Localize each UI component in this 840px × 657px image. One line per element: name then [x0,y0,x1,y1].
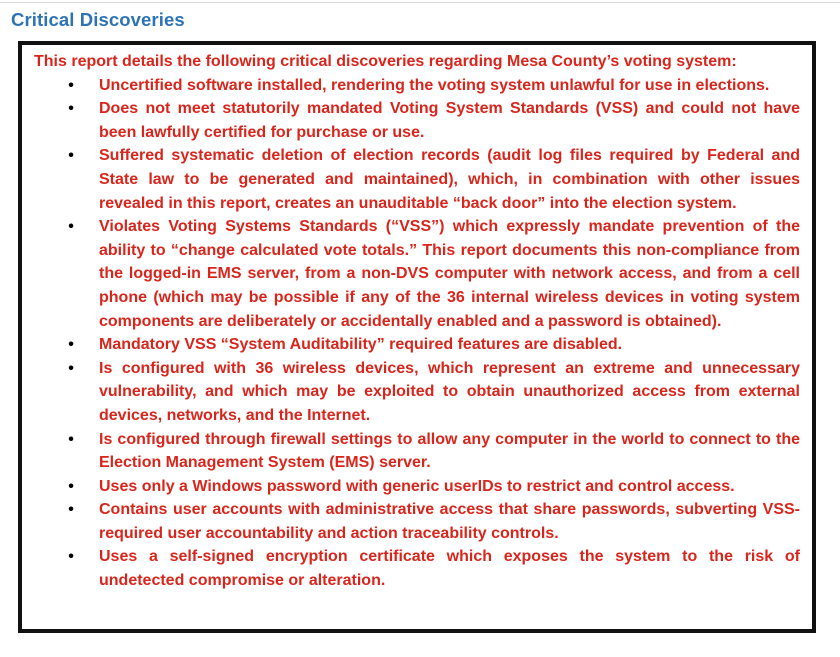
finding-item [68,357,800,428]
finding-item [68,333,800,357]
findings-list [34,74,800,593]
bullet-icon: • [68,100,74,118]
bullet-icon: • [68,76,74,94]
bullet-icon: • [68,359,74,377]
finding-item [68,144,800,215]
bullet-icon: • [68,477,74,495]
finding-item [68,97,800,144]
bullet-icon: • [68,147,74,165]
finding-text: Suffered systematic deletion of election records (audit log files required by Federal and State law to be generated and maintained), which, in combination with other issues revealed in this report, creates an unauditable “back door” into the election system. [99,147,800,212]
finding-text: Is configured through firewall settings to allow any computer in the world to connect to the Election Management System (EMS) server. [99,430,800,472]
finding-item [68,498,800,545]
finding-text: Uses only a Windows password with generic userIDs to restrict and control access. [99,477,735,495]
bullet-icon: • [68,430,74,448]
section-title: Critical Discoveries [11,9,185,30]
finding-item [68,428,800,475]
finding-text: Is configured with 36 wireless devices, which represent an extreme and unnecessary vulnerability, and which may be exploited to obtain unauthorized access from external devices, networks, and the Internet. [99,359,800,424]
finding-item [68,545,800,592]
bullet-icon: • [68,501,74,519]
bullet-icon: • [68,548,74,566]
finding-text: Violates Voting Systems Standards (“VSS”) which expressly mandate prevention of the ability to “change calculated vote totals.” This report documents this non-compliance from the logged-in EMS server, from a non-DVS computer with network access, and from a cell phone (which may be possible if any of the 36 internal wireless devices in voting system components are deliberately or accidentally enabled and a password is obtained). [99,218,800,330]
finding-item [68,215,800,333]
intro-text: This report details the following critical discoveries regarding Mesa County’s voting system: [34,53,737,70]
bullet-icon: • [68,336,74,354]
finding-item [68,475,800,499]
critical-discoveries-box [18,41,816,633]
finding-text: Uncertified software installed, rendering the voting system unlawful for use in elections. [99,76,770,94]
finding-text: Uses a self-signed encryption certificate which exposes the system to the risk of undetected compromise or alteration. [99,548,800,590]
top-divider [0,2,840,3]
finding-item [68,74,800,98]
finding-text: Mandatory VSS “System Auditability” required features are disabled. [99,336,623,354]
finding-text: Contains user accounts with administrative access that share passwords, subverting VSS-required user accountability and action traceability controls. [99,501,800,542]
finding-text: Does not meet statutorily mandated Voting System Standards (VSS) and could not have been lawfully certified for purchase or use. [99,100,800,141]
bullet-icon: • [68,218,74,236]
